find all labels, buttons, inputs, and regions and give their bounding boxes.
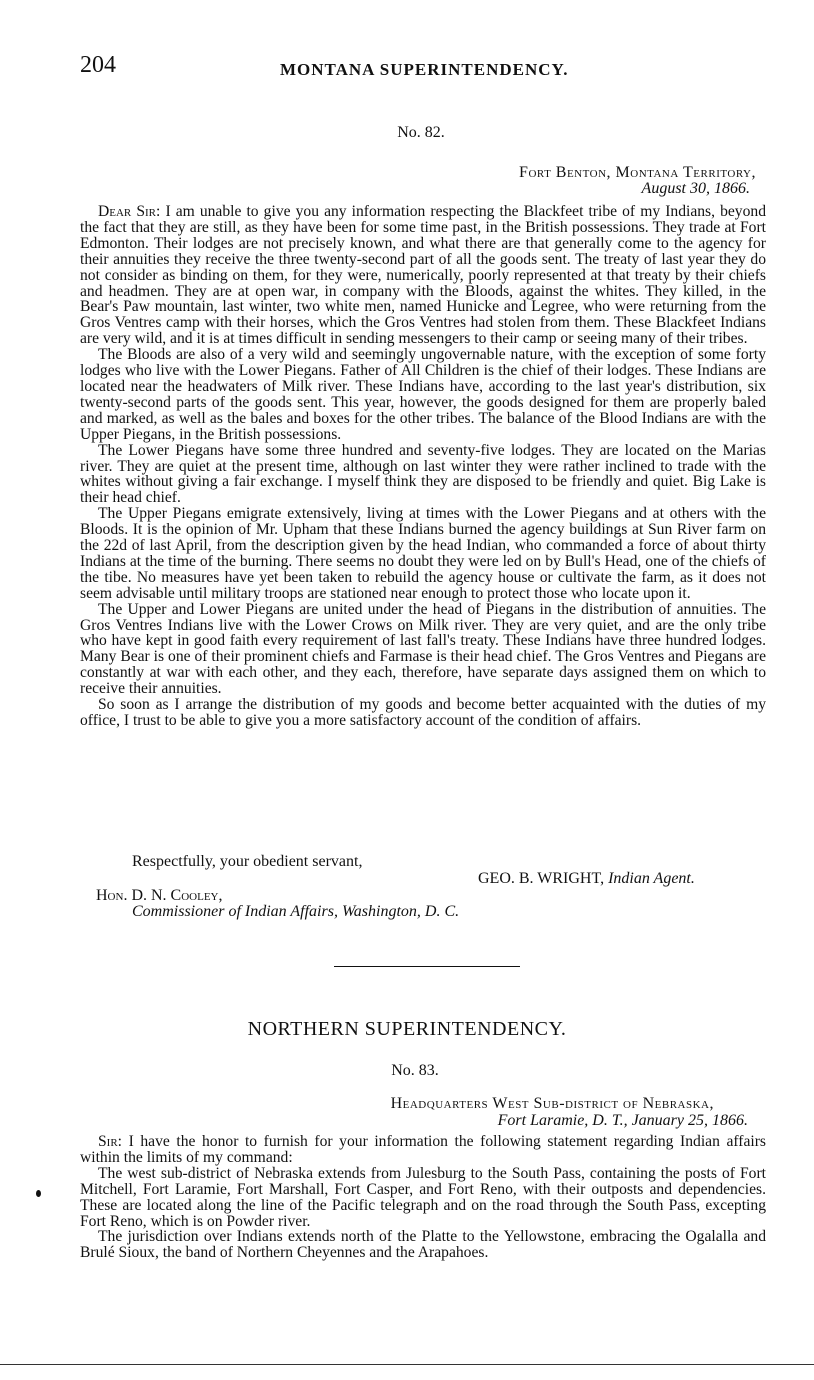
letter-83-salutation: Sir: bbox=[98, 1133, 123, 1150]
section-divider bbox=[334, 966, 520, 967]
margin-mark bbox=[36, 1190, 41, 1197]
letter-82-paragraph: The Lower Piegans have some three hundred and seventy-five lodges. They are located on the Marias river. They are quiet at the present time, although on last winter they were rather inclined to trade with the whites without giving a fair exchange. I myself think they are disposed to be friendly and quiet. Big Lake is their head chief. bbox=[80, 441, 766, 507]
addressee-title-text: Commissioner of Indian Affairs, Washington, D. C. bbox=[132, 903, 460, 920]
letter-83-place: Headquarters West Sub-district of Nebraska, bbox=[390, 1095, 714, 1112]
letter-82-paragraph bbox=[80, 204, 766, 347]
letter-83-paragraph bbox=[80, 1134, 766, 1166]
letter-82-addressee-title bbox=[132, 903, 459, 921]
letter-82-paragraph: The Bloods are also of a very wild and seemingly ungovernable nature, with the exception of some forty lodges who live with the Lower Piegans. Father of All Children is the chief of their lodges. These Indians are located near the headwaters of Milk river. These Indians have, according to the last year's distribution, six twenty-second parts of the goods sent. This year, however, the goods designed for them are properly baled and marked, as well as the bales and boxes for the other tribes. The balance of the Blood Indians are with the Upper Piegans, in the British possessions. bbox=[80, 346, 766, 443]
letter-82-signature bbox=[478, 870, 695, 888]
letter-83-body bbox=[80, 1134, 766, 1261]
running-title: MONTANA SUPERINTENDENCY. bbox=[280, 60, 569, 79]
letter-82-paragraph: So soon as I arrange the distribution of my goods and become better acquainted with the duties of my office, I trust to be able to give you a more satisfactory account of the condition of affairs. bbox=[80, 696, 766, 729]
letter-82-body bbox=[80, 204, 766, 729]
letter-83-number: No. 83. bbox=[391, 1062, 439, 1079]
letter-82-place: Fort Benton, Montana Territory, bbox=[519, 164, 756, 181]
letter-82-number: No. 82. bbox=[397, 124, 445, 141]
letter-82-paragraph-text: I am unable to give you any information respecting the Blackfeet tribe of my Indians, beyond the fact that they are still, as they have been for some time past, in the British possessions. They trade at Fort Edmonton. Their lodges are not precisely known, and what there are that generally come to the agency for their annuities they receive the three twenty-second part of all the goods sent. The treaty of last year they do not consider as binding on them, for they were, numerically, poorly represented at that treaty by their chiefs and headmen. They are at open war, in company with the Bloods, against the whites. They killed, in the Bear's Paw mountain, last winter, two white men, named Hunicke and Legree, who were returning from the Gros Ventres camp with their horses, which the Gros Ventres had stolen from them. These Blackfeet Indians are very wild, and it is at times difficult in sending messengers to their camp or seeing many of their tribes. bbox=[80, 203, 766, 348]
letter-82-addressee: Hon. D. N. Cooley, bbox=[96, 887, 223, 904]
letter-82-paragraph: The Upper and Lower Piegans are united under the head of Piegans in the distribution of annuities. The Gros Ventres Indians live with the Lower Crows on Milk river. They are very quiet, and are the only tribe who have kept in good faith every requirement of last fall's treaty. These Indians have three hundred lodges. Many Bear is one of their prominent chiefs and Farmase is their head chief. The Gros Ventres and Piegans are constantly at war with each other, and they each, therefore, have separate days assigned them on which to receive their annuities. bbox=[80, 600, 766, 698]
letter-82-date bbox=[642, 180, 750, 198]
letter-83-paragraph: The jurisdiction over Indians extends north of the Platte to the Yellowstone, embracing the Ogalalla and Brulé Sioux, the band of Northern Cheyennes and the Arapahoes. bbox=[80, 1228, 766, 1262]
letter-82-date-text: August 30, 1866. bbox=[641, 180, 750, 197]
letter-82-paragraph: The Upper Piegans emigrate extensively, living at times with the Lower Piegans and at others with the Bloods. It is the opinion of Mr. Upham that these Indians burned the agency buildings at Sun River farm on the 22d of last April, from the description given by the head Indian, who commanded a force of about thirty Indians at the time of the burning. There seems no doubt they were led on by Bull's Head, one of the chiefs of the tibe. No measures have yet been taken to rebuild the agency house or cultivate the farm, as it does not seem advisable until military troops are stationed near enough to protect those who locate upon it. bbox=[80, 505, 766, 602]
letter-83-date-text: Fort Laramie, D. T., January 25, 1866. bbox=[497, 1112, 748, 1129]
page-bottom-edge bbox=[0, 1364, 814, 1365]
letter-83-paragraph-text: I have the honor to furnish for your information the following statement regarding Indian affairs within the limits of my command: bbox=[80, 1133, 766, 1166]
letter-83-paragraph: The west sub-district of Nebraska extends from Julesburg to the South Pass, containing the posts of Fort Mitchell, Fort Laramie, Fort Marshall, Fort Casper, and Fort Reno, with their outposts and dependencies. These are located along the line of the Pacific telegraph and on the road through the South Pass, excepting Fort Reno, which is on Powder river. bbox=[80, 1164, 766, 1230]
letter-82-salutation: Dear Sir: bbox=[98, 203, 161, 220]
signer-name: GEO. B. WRIGHT, bbox=[478, 870, 605, 887]
page-number: 204 bbox=[80, 52, 116, 78]
signer-title: Indian Agent. bbox=[608, 870, 695, 887]
letter-82-closing: Respectfully, your obedient servant, bbox=[132, 853, 363, 870]
letter-83-date bbox=[498, 1112, 748, 1130]
section-title: NORTHERN SUPERINTENDENCY. bbox=[247, 1018, 567, 1040]
